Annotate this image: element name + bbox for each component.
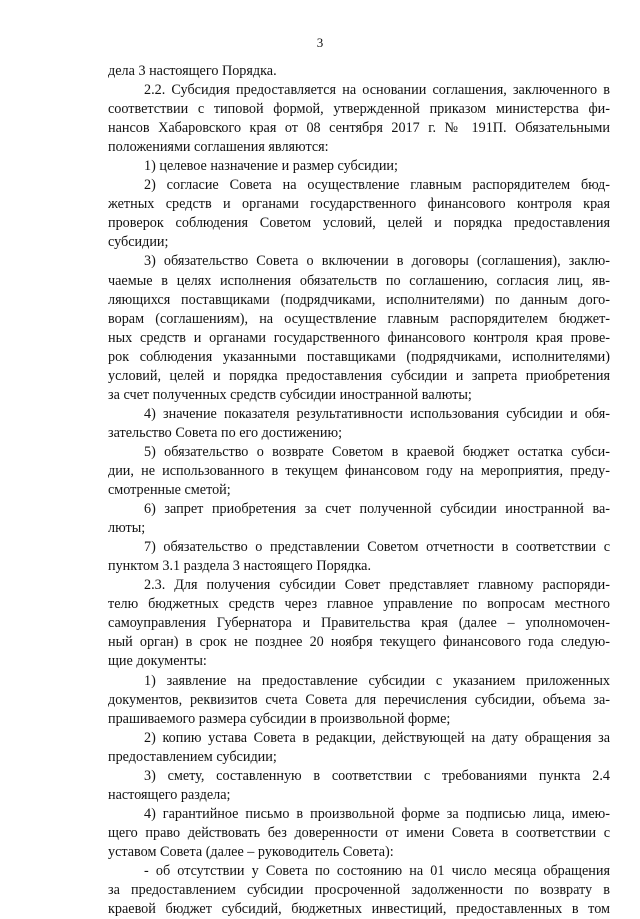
text-line: краевой бюджет субсидий, бюджетных инвестиций, предоставленных в том [108, 901, 610, 918]
text-line: проверок соблюдения Советом условий, целей и порядка предоставления [108, 215, 610, 232]
text-line: щие документы: [108, 653, 207, 670]
text-line: 2.3. Для получения субсидии Совет представляет главному распоряди- [144, 577, 610, 594]
text-line: самоуправления Губернатора и Правительства края (далее – уполномочен- [108, 615, 610, 632]
text-line: 6) запрет приобретения за счет полученной субсидии иностранной ва- [144, 501, 610, 518]
text-line: нансов Хабаровского края от 08 сентября 2017 г. № 191П. Обязательными [108, 120, 610, 137]
text-line: прашиваемого размера субсидии в произвольной форме; [108, 710, 451, 727]
text-line: пунктом 3.1 раздела 3 настоящего Порядка. [108, 558, 372, 575]
text-line: 2) копию устава Совета в редакции, действующей на дату обращения за [144, 729, 610, 746]
text-line: 4) значение показателя результативности использования субсидии и обя- [144, 405, 610, 422]
text-line: телю бюджетных средств через главное управление по вопросам местного [108, 596, 610, 613]
text-line: смотренные сметой; [108, 482, 231, 499]
text-line: уставом Совета (далее – руководитель Совета): [108, 843, 394, 860]
text-line: условий, целей и порядка предоставления субсидии и запрета приобретения [108, 367, 610, 384]
text-line: дела 3 настоящего Порядка. [108, 63, 277, 79]
text-line: ный орган) в срок не позднее 20 ноября текущего финансового года следую- [108, 634, 610, 651]
text-line: зательство Совета по его достижению; [108, 424, 343, 441]
text-line: за счет полученных средств субсидии иностранной валюты; [108, 386, 472, 403]
text-line: 1) заявление на предоставление субсидии с указанием приложенных [144, 672, 610, 689]
text-line: ворам (соглашениям), на осуществление главным распорядителем бюджет- [108, 310, 610, 327]
text-line: 3) смету, составленную в соответствии с требованиями пункта 2.4 [144, 767, 610, 784]
text-line: 2) согласие Совета на осуществление главным распорядителем бюд- [144, 177, 610, 194]
text-line: 5) обязательство о возврате Советом в краевой бюджет остатка субси- [144, 443, 610, 460]
body-text [108, 62, 610, 919]
text-line: предоставлением субсидии; [108, 748, 277, 765]
text-line: соответствии с типовой формой, утвержденной приказом министерства фи- [108, 101, 610, 118]
text-line: жетных средств и органами государственного финансового контроля края [108, 196, 610, 213]
text-line: за предоставлением субсидии просроченной задолженности по возврату в [108, 882, 610, 899]
text-line: 2.2. Субсидия предоставляется на основании соглашения, заключенного в [144, 82, 610, 99]
text-line: ных средств и органами государственного финансового контроля края прове- [108, 329, 610, 346]
page-number: 3 [316, 35, 324, 50]
text-line: ляющихся поставщиками (подрядчиками, исполнителями) по данным дого- [108, 291, 610, 308]
text-line: субсидии; [108, 234, 169, 251]
text-line: дии, не использованного в текущем финансовом году на мероприятия, преду- [108, 462, 610, 479]
text-line: документов, реквизитов счета Совета для перечисления субсидии, объема за- [108, 691, 610, 708]
text-line: настоящего раздела; [108, 786, 231, 803]
text-line: положениями соглашения являются: [108, 139, 329, 156]
text-line: 1) целевое назначение и размер субсидии; [144, 158, 398, 175]
text-line: 4) гарантийное письмо в произвольной форме за подписью лица, имею- [144, 805, 610, 822]
text-line: чаемые в целях исполнения обязательств по соглашению, согласия лиц, яв- [108, 272, 610, 289]
text-line: рок соблюдения указанными поставщиками (подрядчиками, исполнителями) [108, 348, 610, 365]
text-line: - об отсутствии у Совета по состоянию на 01 число месяца обращения [144, 862, 610, 879]
text-line: щего право действовать без доверенности от имени Совета в соответствии с [108, 824, 610, 841]
text-line: люты; [108, 520, 146, 537]
text-line: 3) обязательство Совета о включении в договоры (соглашения), заклю- [144, 253, 610, 270]
text-line: 7) обязательство о представлении Советом отчетности в соответствии с [144, 539, 610, 556]
